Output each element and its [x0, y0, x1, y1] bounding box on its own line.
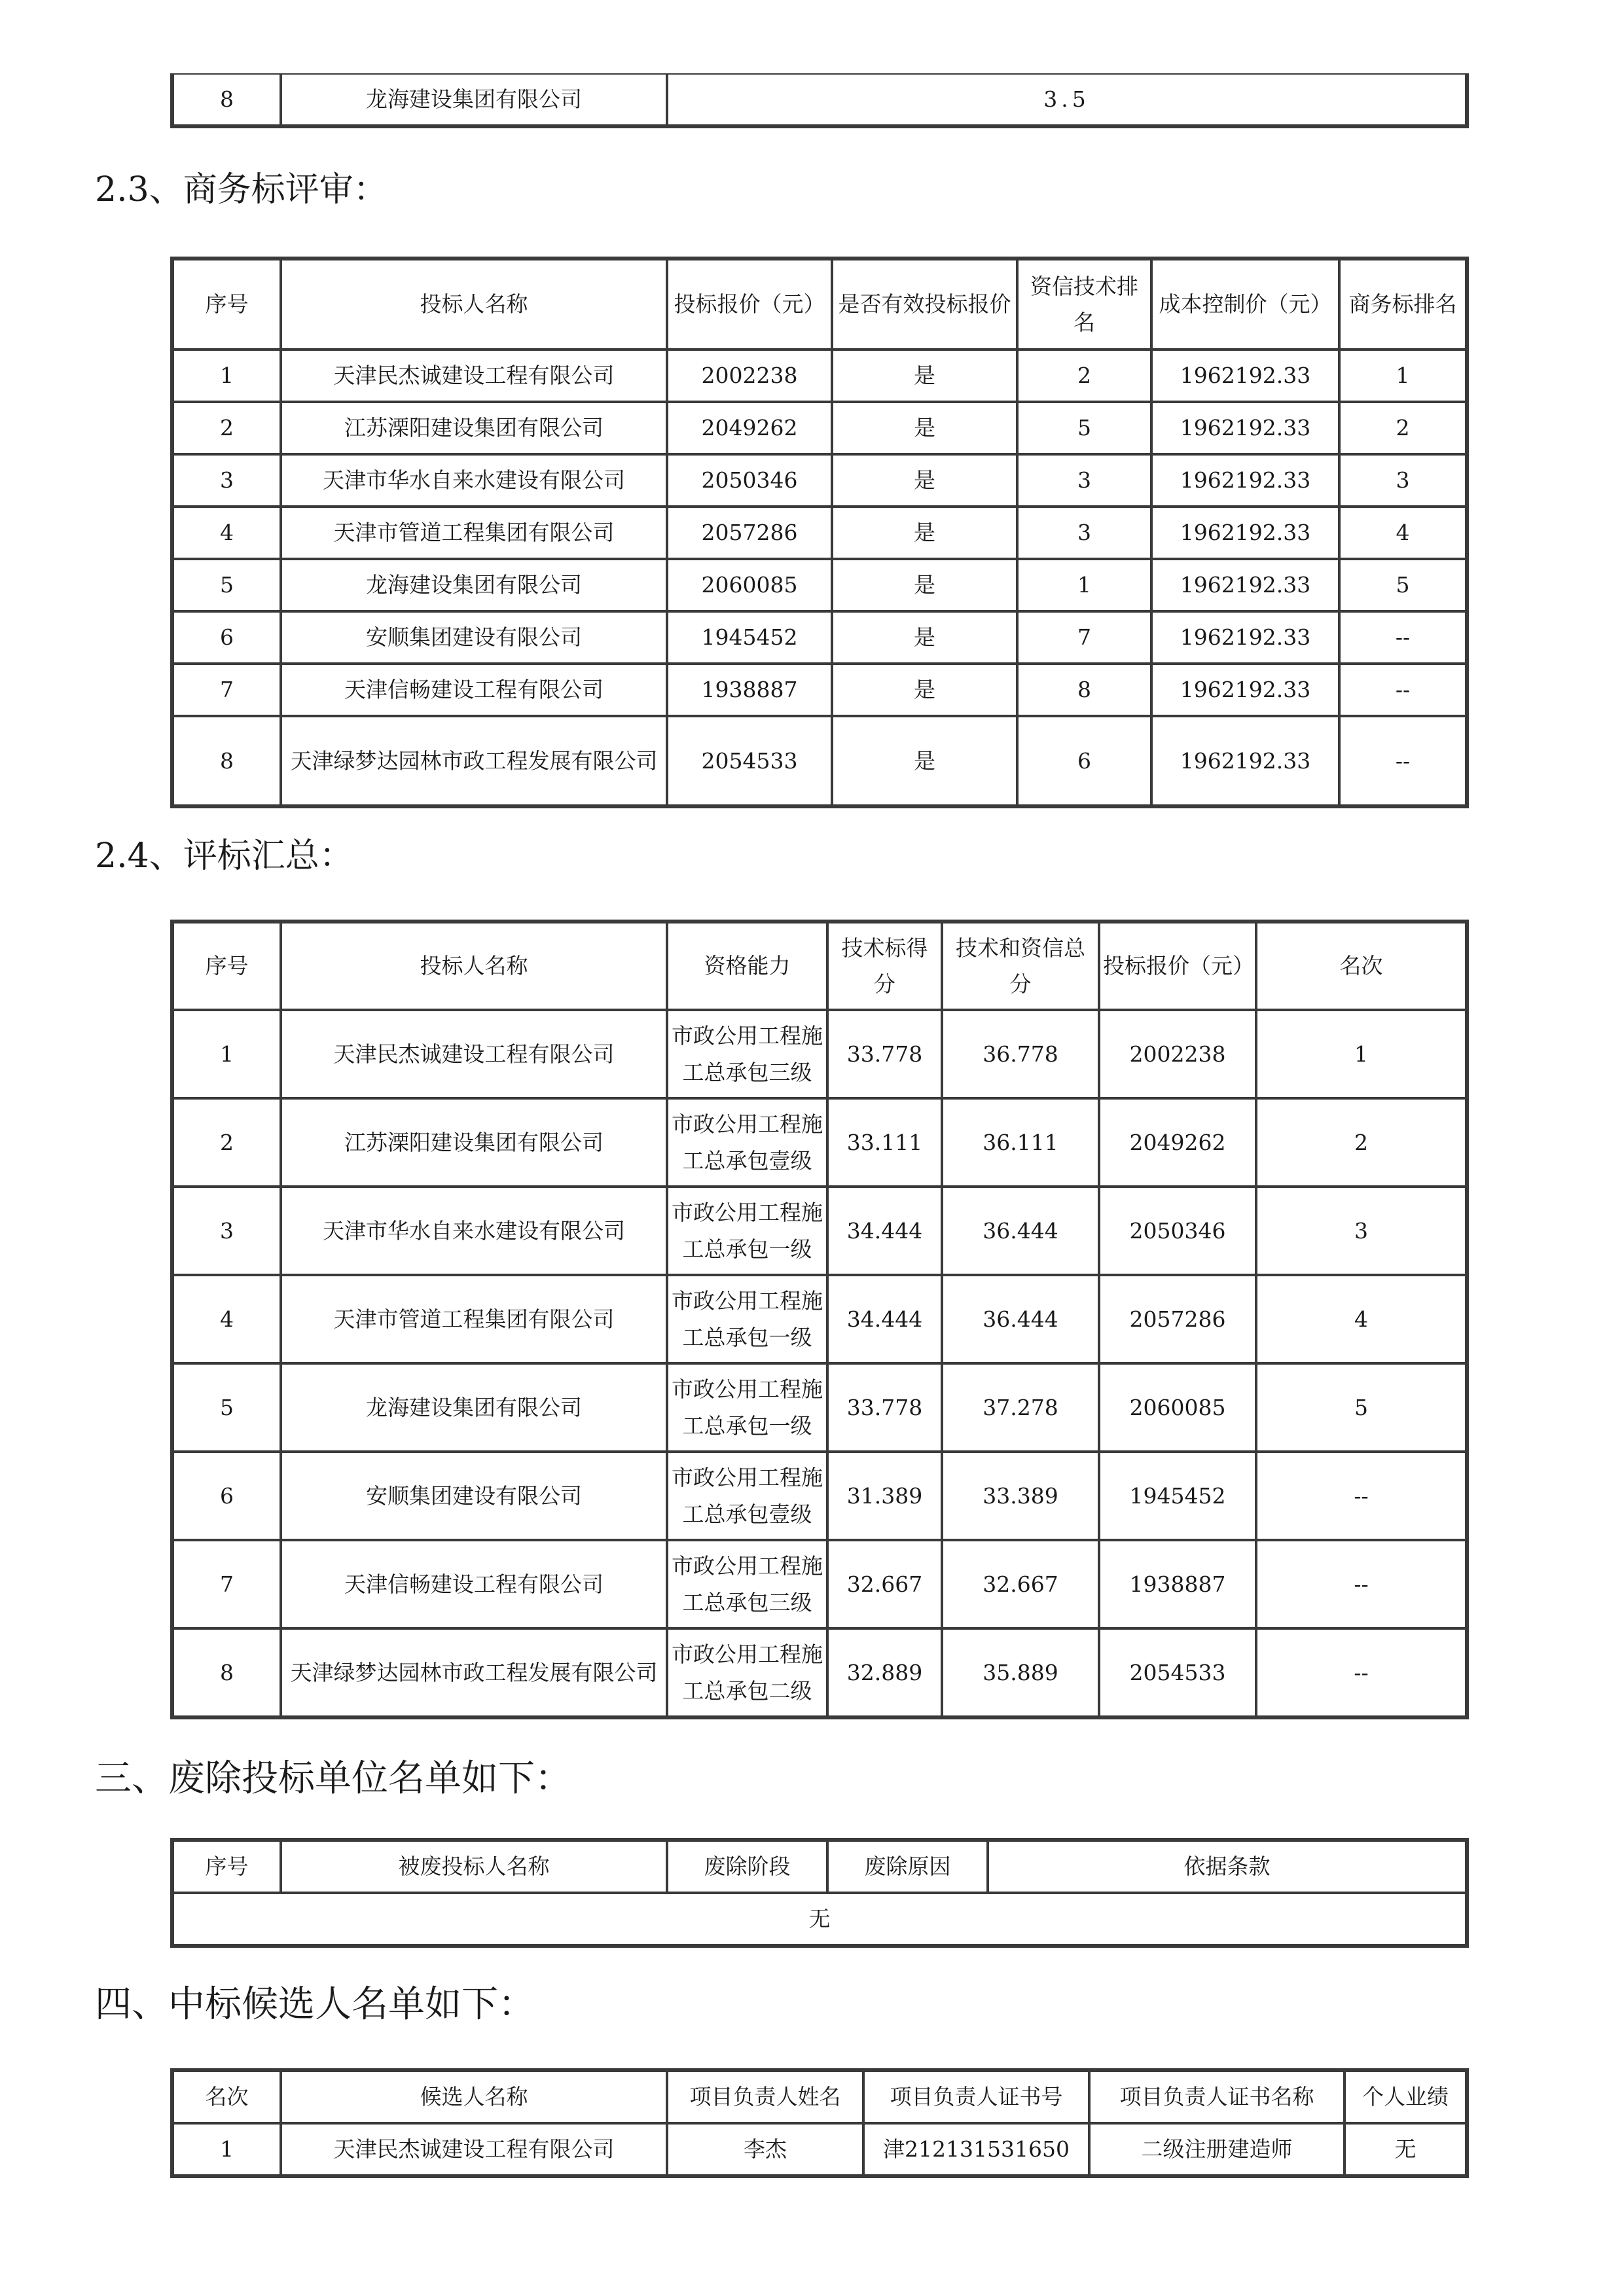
column-header: 被废投标人名称	[281, 1840, 667, 1893]
cell: 市政公用工程施工总承包壹级	[667, 1098, 827, 1187]
cell: 安顺集团建设有限公司	[281, 1452, 667, 1540]
column-header: 资信技术排名	[1017, 259, 1151, 350]
column-header: 投标人名称	[281, 922, 667, 1010]
cell: 3	[1339, 454, 1466, 507]
cell: 2049262	[1099, 1098, 1256, 1187]
cell: 1	[1256, 1010, 1466, 1098]
column-header: 技术标得分	[827, 922, 942, 1010]
column-header: 依据条款	[988, 1840, 1466, 1893]
cell: 1	[173, 350, 281, 402]
cell: 江苏溧阳建设集团有限公司	[281, 1098, 667, 1187]
cell: 天津市华水自来水建设有限公司	[281, 454, 667, 507]
cell: 1962192.33	[1151, 559, 1339, 611]
table-header-row	[173, 2071, 1466, 2123]
table-header-row	[173, 1840, 1466, 1893]
cell: 4	[1256, 1275, 1466, 1363]
table-row	[173, 611, 1466, 664]
cell: 1962192.33	[1151, 716, 1339, 806]
column-header: 商务标排名	[1339, 259, 1466, 350]
winners-heading: 四、中标候选人名单如下：	[95, 1983, 535, 2026]
column-header: 项目负责人证书名称	[1089, 2071, 1344, 2123]
cell: 天津市华水自来水建设有限公司	[281, 1187, 667, 1275]
cell: --	[1339, 664, 1466, 716]
table-row	[173, 716, 1466, 806]
cell: 市政公用工程施工总承包二级	[667, 1628, 827, 1717]
cell: 是	[832, 716, 1017, 806]
table-row	[173, 1452, 1466, 1540]
table-row	[173, 559, 1466, 611]
column-header: 是否有效投标报价	[832, 259, 1017, 350]
empty-cell: 无	[173, 1893, 1466, 1945]
cell: --	[1256, 1628, 1466, 1717]
cell: 2	[1017, 350, 1151, 402]
column-header: 名次	[1256, 922, 1466, 1010]
cell: 2054533	[1099, 1628, 1256, 1717]
cell: 3	[1017, 454, 1151, 507]
cell: 天津绿梦达园林市政工程发展有限公司	[281, 716, 667, 806]
cell: 市政公用工程施工总承包壹级	[667, 1452, 827, 1540]
cell: 是	[832, 611, 1017, 664]
column-header: 项目负责人证书号	[863, 2071, 1089, 2123]
cell: 龙海建设集团有限公司	[281, 73, 667, 126]
table-row	[173, 350, 1466, 402]
cell: 36.778	[942, 1010, 1099, 1098]
cell: 2002238	[1099, 1010, 1256, 1098]
cell: 37.278	[942, 1363, 1099, 1452]
cell: 天津民杰诚建设工程有限公司	[281, 1010, 667, 1098]
cell: 天津市管道工程集团有限公司	[281, 1275, 667, 1363]
table-row	[173, 1275, 1466, 1363]
column-header: 成本控制价（元）	[1151, 259, 1339, 350]
cell: --	[1339, 716, 1466, 806]
table-row	[173, 402, 1466, 454]
column-header: 投标报价（元）	[667, 259, 832, 350]
table-row	[173, 1098, 1466, 1187]
cell: --	[1339, 611, 1466, 664]
cell: 5	[1017, 402, 1151, 454]
cell: 2060085	[1099, 1363, 1256, 1452]
cell: 市政公用工程施工总承包一级	[667, 1363, 827, 1452]
business-table	[170, 257, 1469, 808]
cell: 江苏溧阳建设集团有限公司	[281, 402, 667, 454]
column-header: 废除阶段	[667, 1840, 827, 1893]
cell: 34.444	[827, 1275, 942, 1363]
cell: 2050346	[1099, 1187, 1256, 1275]
cell: 33.389	[942, 1452, 1099, 1540]
cell: 4	[173, 507, 281, 559]
cell: 4	[1339, 507, 1466, 559]
column-header: 项目负责人姓名	[667, 2071, 863, 2123]
column-header: 技术和资信总分	[942, 922, 1099, 1010]
cell: 1	[173, 2123, 281, 2176]
column-header: 投标报价（元）	[1099, 922, 1256, 1010]
cell: 龙海建设集团有限公司	[281, 559, 667, 611]
cell: 36.111	[942, 1098, 1099, 1187]
cell: 是	[832, 402, 1017, 454]
column-header: 名次	[173, 2071, 281, 2123]
table-header-row	[173, 922, 1466, 1010]
cell: 安顺集团建设有限公司	[281, 611, 667, 664]
cell: 8	[173, 716, 281, 806]
table-row	[173, 1363, 1466, 1452]
cell: 7	[173, 664, 281, 716]
cell: 6	[173, 1452, 281, 1540]
table-row	[173, 454, 1466, 507]
cell: 33.778	[827, 1363, 942, 1452]
cell: 1	[1017, 559, 1151, 611]
cell: 1962192.33	[1151, 402, 1339, 454]
cell: 5	[173, 559, 281, 611]
cell: 2	[1256, 1098, 1466, 1187]
cell: 市政公用工程施工总承包三级	[667, 1010, 827, 1098]
cell: 是	[832, 454, 1017, 507]
winners-table	[170, 2068, 1469, 2178]
cell: 1962192.33	[1151, 454, 1339, 507]
cell: 8	[173, 1628, 281, 1717]
rejected-table	[170, 1838, 1469, 1948]
table-row	[173, 1187, 1466, 1275]
cell: 1938887	[667, 664, 832, 716]
table-header-row	[173, 259, 1466, 350]
cell: 1	[173, 1010, 281, 1098]
cell: 1962192.33	[1151, 611, 1339, 664]
table-row	[173, 507, 1466, 559]
cell: 1	[1339, 350, 1466, 402]
cell: 32.667	[827, 1540, 942, 1628]
cell: 8	[1017, 664, 1151, 716]
table-row	[173, 1893, 1466, 1945]
previous-table-tail	[170, 73, 1469, 128]
column-header: 个人业绩	[1344, 2071, 1466, 2123]
summary-table	[170, 920, 1469, 1719]
cell: 是	[832, 559, 1017, 611]
cell: 5	[1339, 559, 1466, 611]
table-row	[173, 73, 1466, 126]
cell: 4	[173, 1275, 281, 1363]
cell: 34.444	[827, 1187, 942, 1275]
cell: 32.889	[827, 1628, 942, 1717]
cell: 天津民杰诚建设工程有限公司	[281, 2123, 667, 2176]
table-row	[173, 1010, 1466, 1098]
cell: 36.444	[942, 1275, 1099, 1363]
cell: 是	[832, 507, 1017, 559]
column-header: 投标人名称	[281, 259, 667, 350]
cell: 33.111	[827, 1098, 942, 1187]
column-header: 候选人名称	[281, 2071, 667, 2123]
cell: 天津民杰诚建设工程有限公司	[281, 350, 667, 402]
cell: 5	[173, 1363, 281, 1452]
cell: 是	[832, 350, 1017, 402]
column-header: 资格能力	[667, 922, 827, 1010]
table-row	[173, 1628, 1466, 1717]
table-row	[173, 2123, 1466, 2176]
cell: 3	[1256, 1187, 1466, 1275]
cell: 1962192.33	[1151, 507, 1339, 559]
column-header: 序号	[173, 1840, 281, 1893]
column-header: 序号	[173, 922, 281, 1010]
cell: 36.444	[942, 1187, 1099, 1275]
cell: 二级注册建造师	[1089, 2123, 1344, 2176]
cell: 3.5	[667, 73, 1466, 126]
cell: 7	[173, 1540, 281, 1628]
cell: 1945452	[1099, 1452, 1256, 1540]
cell: 2	[1339, 402, 1466, 454]
cell: 7	[1017, 611, 1151, 664]
cell: 2057286	[667, 507, 832, 559]
cell: 津212131531650	[863, 2123, 1089, 2176]
cell: 1938887	[1099, 1540, 1256, 1628]
cell: 天津信畅建设工程有限公司	[281, 1540, 667, 1628]
cell: 32.667	[942, 1540, 1099, 1628]
business-heading: 2.3、商务标评审：	[95, 170, 388, 209]
column-header: 序号	[173, 259, 281, 350]
table-row	[173, 664, 1466, 716]
column-header: 废除原因	[827, 1840, 988, 1893]
cell: 6	[173, 611, 281, 664]
cell: 市政公用工程施工总承包一级	[667, 1275, 827, 1363]
cell: 2002238	[667, 350, 832, 402]
cell: 3	[173, 1187, 281, 1275]
cell: 市政公用工程施工总承包三级	[667, 1540, 827, 1628]
cell: 1962192.33	[1151, 350, 1339, 402]
table-row	[173, 1540, 1466, 1628]
cell: 2054533	[667, 716, 832, 806]
cell: 3	[1017, 507, 1151, 559]
cell: 35.889	[942, 1628, 1099, 1717]
cell: 33.778	[827, 1010, 942, 1098]
cell: 8	[173, 73, 281, 126]
cell: 2050346	[667, 454, 832, 507]
cell: 是	[832, 664, 1017, 716]
cell: 31.389	[827, 1452, 942, 1540]
cell: 李杰	[667, 2123, 863, 2176]
cell: 天津信畅建设工程有限公司	[281, 664, 667, 716]
cell: 1962192.33	[1151, 664, 1339, 716]
cell: 2049262	[667, 402, 832, 454]
cell: 2060085	[667, 559, 832, 611]
cell: 5	[1256, 1363, 1466, 1452]
cell: 2057286	[1099, 1275, 1256, 1363]
cell: 2	[173, 1098, 281, 1187]
cell: --	[1256, 1452, 1466, 1540]
cell: 市政公用工程施工总承包一级	[667, 1187, 827, 1275]
cell: 龙海建设集团有限公司	[281, 1363, 667, 1452]
cell: 天津市管道工程集团有限公司	[281, 507, 667, 559]
cell: 无	[1344, 2123, 1466, 2176]
cell: --	[1256, 1540, 1466, 1628]
rejected-heading: 三、废除投标单位名单如下：	[95, 1757, 571, 1800]
cell: 6	[1017, 716, 1151, 806]
summary-heading: 2.4、评标汇总：	[95, 836, 353, 876]
cell: 3	[173, 454, 281, 507]
cell: 1945452	[667, 611, 832, 664]
cell: 天津绿梦达园林市政工程发展有限公司	[281, 1628, 667, 1717]
cell: 2	[173, 402, 281, 454]
